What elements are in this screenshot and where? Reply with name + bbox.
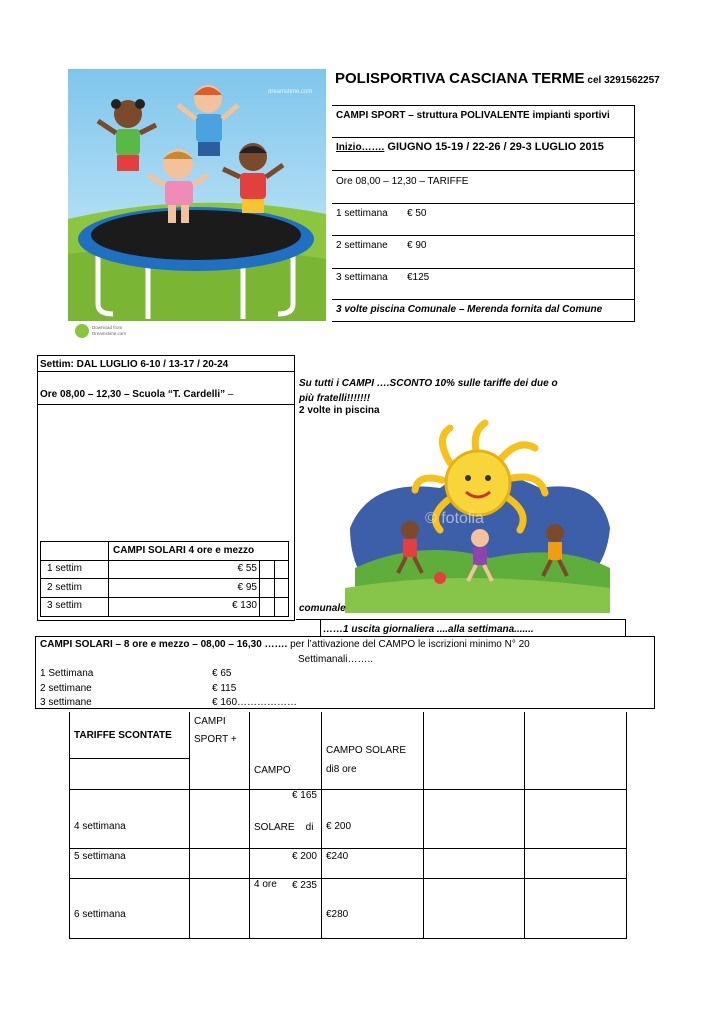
- rate-price: €125: [407, 272, 430, 283]
- scontate-row-price8-5: €240: [326, 851, 349, 862]
- solari-8-rate-row: [40, 668, 232, 679]
- solari-8-header: [40, 639, 530, 650]
- small-table-row: [47, 582, 257, 593]
- row-price: € 55: [237, 563, 257, 574]
- solari-8-weekly: Settimanali……..: [298, 654, 374, 665]
- rate-label: 2 settimane: [336, 240, 388, 251]
- scontate-row-label-4: 4 settimana: [74, 821, 126, 832]
- solari-hours-text: Ore 08,00 – 12,30 – Scuola “T. Cardelli”: [40, 389, 226, 400]
- header-line: SPORT +: [194, 734, 237, 745]
- small-table-row: [47, 563, 257, 574]
- scontate-row-price8-6: €280: [326, 909, 349, 920]
- solari-hours-tail: –: [225, 389, 234, 400]
- image-watermark: dreamstime.com: [268, 89, 313, 95]
- rate-label: 1 Settimana: [40, 668, 94, 679]
- rate-label: 3 settimane: [40, 697, 92, 708]
- trampoline-caption: Download from: [92, 325, 123, 330]
- rate-label: 2 settimane: [40, 683, 92, 694]
- header-line: 4 ore: [254, 879, 277, 890]
- rate-label: 3 settimana: [336, 272, 388, 283]
- header-line: CAMPI: [194, 716, 226, 727]
- rate-price: € 115: [212, 683, 237, 694]
- start-label: Inizio…….: [336, 142, 385, 153]
- pool-note: 2 volte in piscina: [299, 405, 380, 416]
- sport-rate-row: [336, 272, 430, 283]
- solari-8-title: CAMPI SOLARI – 8 ore e mezzo – 08,00 – 16,30 …….: [40, 639, 288, 650]
- scontate-row-price-6: € 235: [291, 880, 317, 891]
- row-price: € 130: [231, 600, 257, 611]
- start-dates: GIUGNO 15-19 / 22-26 / 29-3 LUGLIO 2015: [384, 141, 604, 153]
- scontate-header-sport: [194, 713, 237, 749]
- header-line: CAMPO SOLARE: [326, 745, 407, 756]
- sport-hours: Ore 08,00 – 12,30 – TARIFFE: [336, 176, 469, 187]
- sport-structure-label: CAMPI SPORT – struttura POLIVALENTE impianti sportivi: [336, 110, 610, 121]
- header-line: CAMPO: [254, 765, 291, 776]
- solari-8-rate-row: [40, 697, 298, 708]
- trampoline-caption: Dreamstime.com: [92, 331, 127, 336]
- header-line: di8 ore: [326, 764, 357, 775]
- page-title: [335, 70, 660, 87]
- row-label: 1 settim: [47, 563, 83, 574]
- row-label: 2 settim: [47, 582, 83, 593]
- comunale-note: comunale: [299, 603, 346, 614]
- sport-note: 3 volte piscina Comunale – Merenda fornita dal Comune: [336, 304, 603, 315]
- scontate-row-price-5: € 200: [291, 851, 317, 862]
- rate-price: € 160………………: [212, 697, 298, 708]
- rate-price: € 90: [407, 240, 427, 251]
- outing-note: ……1 uscita giornaliera ....alla settimana.......: [323, 624, 534, 635]
- club-phone: cel 3291562257: [587, 75, 660, 86]
- discount-note: Su tutti i CAMPI ….SCONTO 10% sulle tariffe dei due o più fratelli!!!!!!!: [299, 378, 558, 404]
- small-table-row: [47, 600, 257, 611]
- solari-8-rate-row: [40, 683, 237, 694]
- trampoline-kids-illustration: [68, 69, 326, 342]
- sport-rate-row: [336, 208, 427, 219]
- scontate-header-tariffe: TARIFFE SCONTATE: [74, 730, 172, 741]
- solari-8-activation: per l’attivazione del CAMPO le iscrizioni minimo N° 20: [287, 639, 530, 650]
- header-line: SOLARE di: [254, 822, 314, 833]
- solari-hours: [40, 389, 233, 400]
- rate-price: € 50: [407, 208, 427, 219]
- rate-price: € 65: [212, 668, 232, 679]
- scontate-row-price8-4: € 200: [326, 821, 352, 832]
- row-label: 3 settim: [47, 600, 83, 611]
- sun-kids-illustration: [340, 418, 615, 613]
- scontate-header-solare8: [326, 741, 406, 779]
- sport-start-dates: [336, 141, 604, 153]
- image-watermark: © fotolia: [425, 510, 484, 527]
- row-price: € 95: [237, 582, 257, 593]
- club-name: POLISPORTIVA CASCIANA TERME: [335, 70, 585, 87]
- scontate-row-label-6: 6 settimana: [74, 909, 126, 920]
- small-table-header: CAMPI SOLARI 4 ore e mezzo: [113, 545, 255, 556]
- scontate-row-price-4: € 165: [291, 790, 317, 801]
- rate-label: 1 settimana: [336, 208, 388, 219]
- sport-rate-row: [336, 240, 427, 251]
- scontate-row-label-5: 5 settimana: [74, 851, 126, 862]
- solari-weeks: Settim: DAL LUGLIO 6-10 / 13-17 / 20-24: [40, 359, 229, 370]
